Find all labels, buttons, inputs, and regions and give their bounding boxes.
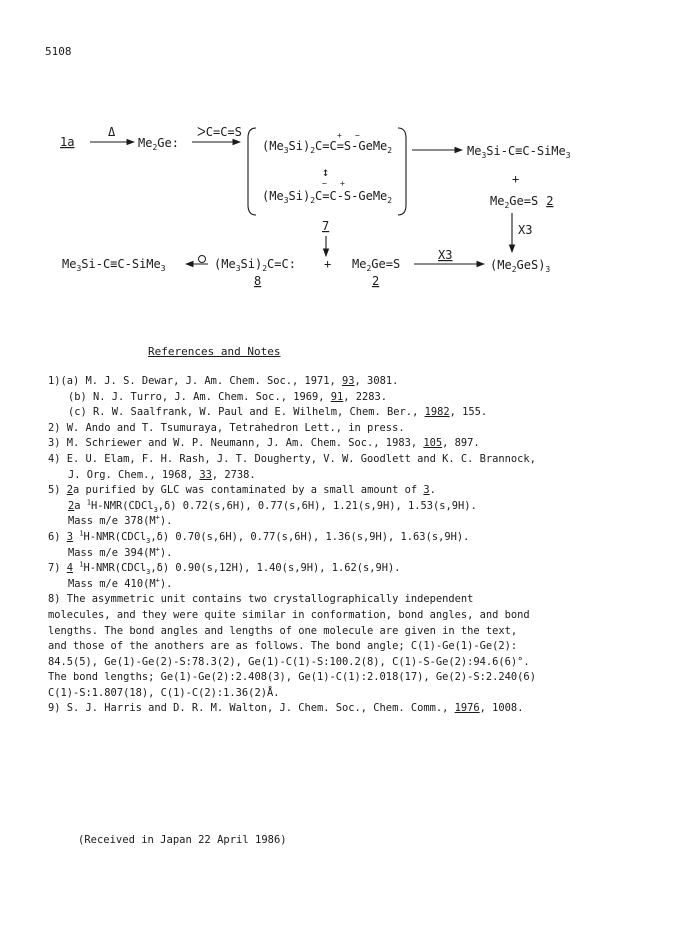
trimer: $(Me_2GeS)_3$ [490, 258, 551, 274]
germathione-bottom: $Me_2Ge=S$ [352, 257, 401, 273]
alkyne-left: $Me_3Si-C\equiv C-SiMe_3$ [62, 257, 166, 273]
carbene: $(Me_3Si)_2C=C$: [214, 257, 296, 273]
reference-1b: (b) N. J. Turro, J. Am. Chem. Soc., 1969, 91, 2283. [68, 390, 388, 403]
note-8-line6: The bond lengths; Ge(1)-Ge(2):2.408(3), Ge(1)-C(1):2.018(17), Ge(2)-S:2.240(6) [48, 671, 536, 684]
x3-label-bottom: X3 [438, 248, 453, 262]
reaction-scheme [0, 0, 681, 300]
reagent-label: ᐳC=C=S [197, 125, 242, 139]
germylene: $Me_2Ge$: [138, 136, 179, 152]
x3-label-right: X3 [518, 223, 533, 237]
note-8-line5: 84.5(5), Ge(1)-Ge(2)-S:78.3(2), Ge(1)-C(1)-S:100.2(8), C(1)-S-Ge(2):94.6(6)°. [48, 655, 530, 668]
reference-3: 3) M. Schriewer and W. P. Neumann, J. Am. Chem. Soc., 1983, 105, 897. [48, 437, 480, 450]
light-symbol [199, 256, 206, 263]
note-7-mass: Mass m/e 410(M+). [68, 576, 173, 590]
charge-minus-bottom: − [322, 179, 327, 188]
alkyne-right: $Me_3Si-C\equiv C-SiMe_3$ [467, 144, 571, 160]
charge-plus-bottom: + [340, 179, 345, 188]
received-date: (Received in Japan 22 April 1986) [78, 834, 287, 846]
references-title: References and Notes [148, 345, 281, 358]
compound-7: 7 [322, 219, 330, 233]
note-5-line1: 5) 2a purified by GLC was contaminated by a small amount of 3. [48, 484, 436, 497]
reference-2: 2) W. Ando and T. Tsumuraya, Tetrahedron Lett., in press. [48, 421, 405, 434]
reference-9: 9) S. J. Harris and D. R. M. Walton, J. Chem. Soc., Chem. Comm., 1976, 1008. [48, 702, 524, 715]
bracket-right [398, 128, 406, 215]
references-list [48, 374, 648, 717]
plus-right: + [512, 172, 520, 186]
note-5-mass: Mass m/e 378(M+). [68, 513, 173, 528]
note-8-line3: lengths. The bond angles and lengths of one molecule are given in the text, [48, 624, 518, 637]
charge-plus-top: + [337, 131, 342, 140]
note-6-mass: Mass m/e 394(M+). [68, 545, 173, 559]
note-8-line4: and those of the anothers are as follows. The bond angle; C(1)-Ge(1)-Ge(2): [48, 640, 518, 653]
note-8-line2: molecules, and they were quite similar in conformation, bond angles, and bond [48, 608, 530, 621]
page-number: 5108 [45, 45, 72, 58]
note-7-nmr: 7) 4 $^1$H-NMR(CDCl$_3$,δ) 0.90(s,12H), 1.40(s,9H), 1.62(s,9H). [48, 560, 401, 577]
zwitterion-top: $(Me_3Si)_2C=C=S-GeMe_2$ [262, 139, 393, 155]
compound-2-bottom: 2 [372, 274, 380, 288]
heat-label: Δ [108, 125, 116, 139]
reference-1c: (c) R. W. Saalfrank, W. Paul and E. Wilhelm, Chem. Ber., 1982, 155. [68, 406, 488, 419]
reference-1a: 1)(a) M. J. S. Dewar, J. Am. Chem. Soc., 1971, 93, 3081. [48, 375, 399, 387]
reference-4-line2: J. Org. Chem., 1968, 33, 2738. [68, 468, 256, 481]
note-5-nmr: 2a $^1$H-NMR(CDCl$_3$,δ) 0.72(s,6H), 0.77(s,6H), 1.21(s,9H), 1.53(s,9H). [68, 498, 477, 514]
note-6-nmr: 6) 3 $^1$H-NMR(CDCl$_3$,δ) 0.70(s,6H), 0.77(s,6H), 1.36(s,9H), 1.63(s,9H). [48, 529, 470, 546]
compound-8: 8 [254, 274, 262, 288]
zwitterion-bottom: $(Me_3Si)_2C=C-S-GeMe_2$ [262, 189, 393, 205]
bracket-left [248, 128, 256, 215]
resonance-arrow: ↕ [322, 165, 330, 179]
charge-minus-top: − [355, 131, 360, 140]
germathione-right: $Me_2Ge=S$ 2 [490, 194, 554, 210]
compound-1a: 1a [60, 135, 75, 149]
plus-bottom: + [324, 257, 332, 271]
note-8-line7: C(1)-S:1.807(18), C(1)-C(2):1.36(2)Å. [48, 686, 280, 699]
note-8-line1: 8) The asymmetric unit contains two crystallographically independent [48, 593, 474, 606]
reference-4-line1: 4) E. U. Elam, F. H. Rash, J. T. Dougherty, V. W. Goodlett and K. C. Brannock, [48, 452, 536, 465]
